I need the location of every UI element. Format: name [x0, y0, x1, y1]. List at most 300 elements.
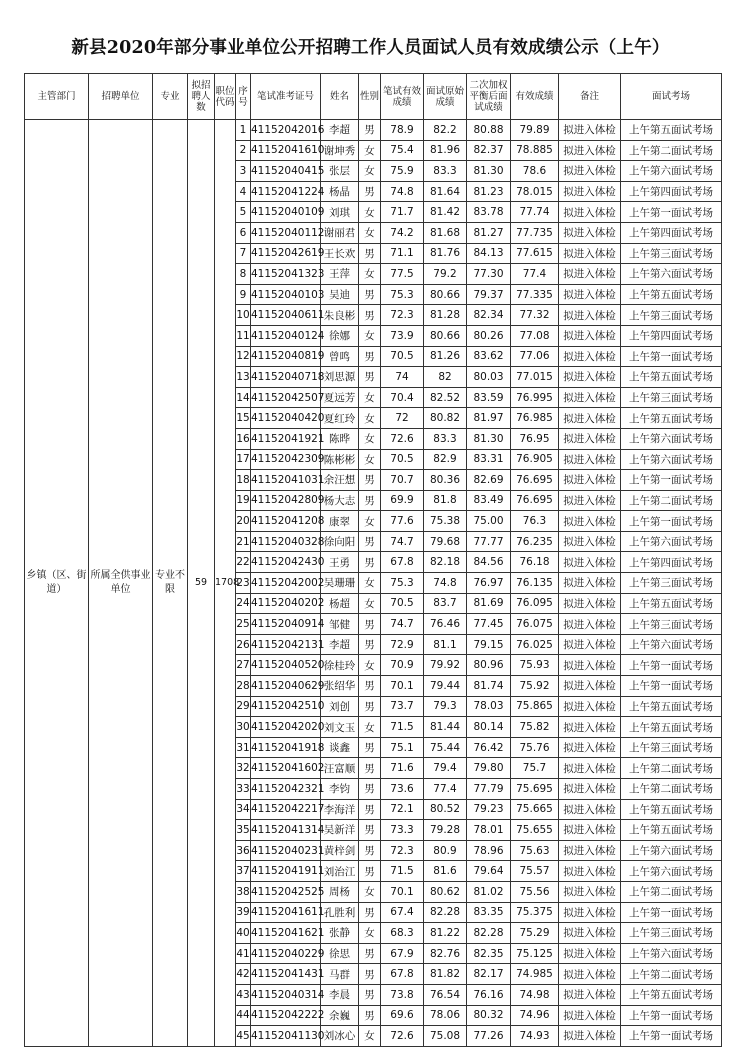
cell-total: 76.995	[511, 387, 559, 408]
merged-major: 专业不限	[153, 120, 188, 1047]
cell-gender: 男	[359, 676, 381, 697]
cell-interview-raw: 80.9	[424, 840, 467, 861]
cell-interview-raw: 81.64	[424, 181, 467, 202]
cell-total: 78.6	[511, 161, 559, 182]
cell-total: 75.865	[511, 696, 559, 717]
cell-interview-raw: 81.76	[424, 243, 467, 264]
cell-interview-adj: 83.31	[467, 449, 511, 470]
merged-dept: 乡镇（区、街道）	[25, 120, 89, 1047]
cell-exam-no: 41152040611	[251, 305, 321, 326]
cell-exam-no: 41152040520	[251, 655, 321, 676]
cell-total: 75.655	[511, 820, 559, 841]
cell-name: 徐桂玲	[321, 655, 359, 676]
cell-interview-raw: 77.4	[424, 779, 467, 800]
cell-exam-no: 41152040202	[251, 593, 321, 614]
cell-written: 73.9	[381, 325, 424, 346]
cell-gender: 男	[359, 799, 381, 820]
cell-exam-no: 41152041208	[251, 511, 321, 532]
cell-gender: 男	[359, 1005, 381, 1026]
cell-exam-no: 41152042002	[251, 573, 321, 594]
cell-interview-raw: 80.66	[424, 325, 467, 346]
cell-written: 72.9	[381, 634, 424, 655]
cell-room: 上午第一面试考场	[621, 902, 722, 923]
cell-seq: 9	[236, 284, 251, 305]
cell-total: 75.375	[511, 902, 559, 923]
cell-exam-no: 41152041031	[251, 470, 321, 491]
cell-remark: 拟进入体检	[559, 717, 621, 738]
cell-exam-no: 41152041611	[251, 902, 321, 923]
cell-interview-raw: 80.36	[424, 470, 467, 491]
cell-written: 78.9	[381, 120, 424, 141]
cell-gender: 女	[359, 264, 381, 285]
cell-remark: 拟进入体检	[559, 737, 621, 758]
cell-room: 上午第五面试考场	[621, 696, 722, 717]
merged-code: 1708	[215, 120, 236, 1047]
cell-gender: 男	[359, 120, 381, 141]
cell-room: 上午第六面试考场	[621, 161, 722, 182]
cell-total: 76.695	[511, 490, 559, 511]
cell-remark: 拟进入体检	[559, 779, 621, 800]
cell-written: 73.7	[381, 696, 424, 717]
cell-interview-adj: 82.69	[467, 470, 511, 491]
cell-remark: 拟进入体检	[559, 346, 621, 367]
cell-seq: 4	[236, 181, 251, 202]
cell-total: 75.665	[511, 799, 559, 820]
header-row	[25, 74, 722, 120]
cell-gender: 女	[359, 449, 381, 470]
cell-exam-no: 41152042309	[251, 449, 321, 470]
cell-total: 76.235	[511, 531, 559, 552]
cell-interview-raw: 81.8	[424, 490, 467, 511]
cell-name: 李钧	[321, 779, 359, 800]
cell-remark: 拟进入体检	[559, 964, 621, 985]
cell-total: 77.4	[511, 264, 559, 285]
cell-room: 上午第二面试考场	[621, 758, 722, 779]
cell-exam-no: 41152042619	[251, 243, 321, 264]
cell-remark: 拟进入体检	[559, 820, 621, 841]
cell-remark: 拟进入体检	[559, 490, 621, 511]
cell-total: 76.135	[511, 573, 559, 594]
cell-interview-adj: 80.03	[467, 367, 511, 388]
cell-interview-raw: 81.22	[424, 923, 467, 944]
cell-remark: 拟进入体检	[559, 923, 621, 944]
cell-remark: 拟进入体检	[559, 367, 621, 388]
cell-name: 夏红玲	[321, 408, 359, 429]
cell-name: 邹健	[321, 614, 359, 635]
cell-interview-raw: 79.44	[424, 676, 467, 697]
cell-written: 67.8	[381, 552, 424, 573]
cell-gender: 男	[359, 181, 381, 202]
cell-gender: 男	[359, 984, 381, 1005]
cell-total: 75.93	[511, 655, 559, 676]
cell-room: 上午第五面试考场	[621, 408, 722, 429]
cell-room: 上午第五面试考场	[621, 284, 722, 305]
cell-gender: 男	[359, 737, 381, 758]
cell-remark: 拟进入体检	[559, 325, 621, 346]
cell-name: 谢坤秀	[321, 140, 359, 161]
cell-room: 上午第三面试考场	[621, 614, 722, 635]
cell-seq: 6	[236, 222, 251, 243]
cell-seq: 5	[236, 202, 251, 223]
cell-seq: 43	[236, 984, 251, 1005]
cell-interview-raw: 80.82	[424, 408, 467, 429]
cell-written: 75.3	[381, 284, 424, 305]
cell-name: 徐娜	[321, 325, 359, 346]
cell-seq: 1	[236, 120, 251, 141]
cell-gender: 男	[359, 284, 381, 305]
cell-interview-adj: 82.35	[467, 943, 511, 964]
cell-written: 73.8	[381, 984, 424, 1005]
cell-interview-adj: 81.74	[467, 676, 511, 697]
cell-remark: 拟进入体检	[559, 840, 621, 861]
cell-interview-adj: 81.23	[467, 181, 511, 202]
cell-remark: 拟进入体检	[559, 552, 621, 573]
header-written: 笔试有效成绩	[381, 74, 424, 120]
cell-seq: 27	[236, 655, 251, 676]
results-table	[24, 73, 722, 1047]
cell-exam-no: 41152041610	[251, 140, 321, 161]
cell-total: 75.695	[511, 779, 559, 800]
cell-exam-no: 41152040914	[251, 614, 321, 635]
cell-written: 72.1	[381, 799, 424, 820]
cell-remark: 拟进入体检	[559, 531, 621, 552]
cell-total: 77.08	[511, 325, 559, 346]
cell-exam-no: 41152042131	[251, 634, 321, 655]
cell-name: 李海洋	[321, 799, 359, 820]
cell-interview-adj: 82.28	[467, 923, 511, 944]
cell-total: 77.615	[511, 243, 559, 264]
page-title: 新县2020年部分事业单位公开招聘工作人员面试人员有效成绩公示（上午）	[71, 38, 670, 58]
cell-written: 72.3	[381, 305, 424, 326]
cell-interview-adj: 79.23	[467, 799, 511, 820]
cell-seq: 15	[236, 408, 251, 429]
cell-room: 上午第六面试考场	[621, 943, 722, 964]
cell-written: 72	[381, 408, 424, 429]
cell-seq: 12	[236, 346, 251, 367]
cell-room: 上午第一面试考场	[621, 655, 722, 676]
cell-gender: 男	[359, 346, 381, 367]
cell-remark: 拟进入体检	[559, 140, 621, 161]
cell-gender: 女	[359, 408, 381, 429]
cell-name: 刘治江	[321, 861, 359, 882]
cell-interview-adj: 77.79	[467, 779, 511, 800]
cell-room: 上午第三面试考场	[621, 923, 722, 944]
cell-room: 上午第二面试考场	[621, 964, 722, 985]
cell-exam-no: 41152041431	[251, 964, 321, 985]
cell-remark: 拟进入体检	[559, 449, 621, 470]
cell-total: 74.985	[511, 964, 559, 985]
cell-total: 76.3	[511, 511, 559, 532]
cell-name: 刘思源	[321, 367, 359, 388]
cell-interview-raw: 81.82	[424, 964, 467, 985]
cell-name: 张静	[321, 923, 359, 944]
cell-gender: 女	[359, 923, 381, 944]
table-row	[25, 120, 722, 141]
cell-interview-adj: 77.77	[467, 531, 511, 552]
cell-interview-adj: 79.64	[467, 861, 511, 882]
cell-room: 上午第一面试考场	[621, 202, 722, 223]
cell-room: 上午第五面试考场	[621, 717, 722, 738]
cell-exam-no: 41152041602	[251, 758, 321, 779]
cell-exam-no: 41152042507	[251, 387, 321, 408]
cell-exam-no: 41152040415	[251, 161, 321, 182]
cell-seq: 20	[236, 511, 251, 532]
cell-interview-raw: 76.54	[424, 984, 467, 1005]
cell-total: 75.57	[511, 861, 559, 882]
cell-gender: 男	[359, 964, 381, 985]
cell-interview-adj: 76.16	[467, 984, 511, 1005]
cell-name: 朱良彬	[321, 305, 359, 326]
cell-name: 杨超	[321, 593, 359, 614]
cell-exam-no: 41152042321	[251, 779, 321, 800]
cell-interview-raw: 82.76	[424, 943, 467, 964]
cell-gender: 男	[359, 367, 381, 388]
cell-gender: 女	[359, 717, 381, 738]
cell-exam-no: 41152041921	[251, 428, 321, 449]
cell-room: 上午第三面试考场	[621, 387, 722, 408]
cell-seq: 14	[236, 387, 251, 408]
cell-seq: 31	[236, 737, 251, 758]
cell-interview-raw: 74.8	[424, 573, 467, 594]
cell-seq: 41	[236, 943, 251, 964]
cell-remark: 拟进入体检	[559, 676, 621, 697]
cell-seq: 18	[236, 470, 251, 491]
cell-room: 上午第一面试考场	[621, 470, 722, 491]
cell-gender: 女	[359, 881, 381, 902]
cell-interview-raw: 79.68	[424, 531, 467, 552]
header-unit: 招聘单位	[89, 74, 153, 120]
cell-interview-adj: 80.96	[467, 655, 511, 676]
cell-exam-no: 41152042016	[251, 120, 321, 141]
cell-name: 刘冰心	[321, 1026, 359, 1047]
cell-interview-adj: 76.97	[467, 573, 511, 594]
cell-seq: 44	[236, 1005, 251, 1026]
cell-remark: 拟进入体检	[559, 305, 621, 326]
cell-seq: 11	[236, 325, 251, 346]
cell-seq: 45	[236, 1026, 251, 1047]
cell-total: 79.89	[511, 120, 559, 141]
cell-interview-adj: 80.26	[467, 325, 511, 346]
cell-total: 75.82	[511, 717, 559, 738]
cell-total: 76.075	[511, 614, 559, 635]
cell-name: 黄梓剑	[321, 840, 359, 861]
cell-room: 上午第六面试考场	[621, 840, 722, 861]
header-code: 职位代码	[215, 74, 236, 120]
cell-interview-raw: 78.06	[424, 1005, 467, 1026]
cell-interview-adj: 79.80	[467, 758, 511, 779]
cell-interview-adj: 78.01	[467, 820, 511, 841]
cell-gender: 女	[359, 387, 381, 408]
cell-interview-raw: 79.28	[424, 820, 467, 841]
cell-gender: 女	[359, 161, 381, 182]
header-seq: 序号	[236, 74, 251, 120]
cell-name: 孔胜利	[321, 902, 359, 923]
cell-interview-raw: 82.2	[424, 120, 467, 141]
cell-remark: 拟进入体检	[559, 120, 621, 141]
cell-name: 吴珊珊	[321, 573, 359, 594]
header-remark: 备注	[559, 74, 621, 120]
cell-interview-adj: 80.32	[467, 1005, 511, 1026]
cell-total: 75.125	[511, 943, 559, 964]
cell-interview-adj: 77.45	[467, 614, 511, 635]
cell-exam-no: 41152042020	[251, 717, 321, 738]
cell-seq: 26	[236, 634, 251, 655]
cell-interview-adj: 79.37	[467, 284, 511, 305]
cell-gender: 男	[359, 779, 381, 800]
cell-room: 上午第一面试考场	[621, 676, 722, 697]
cell-written: 72.6	[381, 428, 424, 449]
cell-total: 76.905	[511, 449, 559, 470]
cell-remark: 拟进入体检	[559, 511, 621, 532]
cell-total: 74.93	[511, 1026, 559, 1047]
cell-seq: 39	[236, 902, 251, 923]
cell-seq: 22	[236, 552, 251, 573]
cell-written: 74.8	[381, 181, 424, 202]
cell-gender: 男	[359, 758, 381, 779]
cell-remark: 拟进入体检	[559, 264, 621, 285]
cell-written: 77.5	[381, 264, 424, 285]
cell-total: 78.015	[511, 181, 559, 202]
cell-written: 70.1	[381, 881, 424, 902]
cell-remark: 拟进入体检	[559, 984, 621, 1005]
cell-interview-raw: 79.92	[424, 655, 467, 676]
cell-interview-raw: 75.38	[424, 511, 467, 532]
cell-written: 71.7	[381, 202, 424, 223]
cell-gender: 男	[359, 490, 381, 511]
cell-name: 刘创	[321, 696, 359, 717]
cell-written: 72.3	[381, 840, 424, 861]
cell-seq: 29	[236, 696, 251, 717]
cell-interview-raw: 80.52	[424, 799, 467, 820]
cell-written: 72.6	[381, 1026, 424, 1047]
cell-remark: 拟进入体检	[559, 387, 621, 408]
cell-written: 75.3	[381, 573, 424, 594]
merged-quota: 59	[188, 120, 215, 1047]
cell-written: 75.9	[381, 161, 424, 182]
cell-room: 上午第五面试考场	[621, 799, 722, 820]
cell-gender: 男	[359, 943, 381, 964]
cell-gender: 男	[359, 902, 381, 923]
cell-gender: 男	[359, 531, 381, 552]
cell-gender: 女	[359, 428, 381, 449]
cell-total: 77.015	[511, 367, 559, 388]
cell-name: 杨大志	[321, 490, 359, 511]
cell-name: 刘琪	[321, 202, 359, 223]
cell-seq: 3	[236, 161, 251, 182]
cell-room: 上午第五面试考场	[621, 120, 722, 141]
cell-total: 78.885	[511, 140, 559, 161]
cell-remark: 拟进入体检	[559, 861, 621, 882]
cell-gender: 女	[359, 511, 381, 532]
cell-total: 74.96	[511, 1005, 559, 1026]
cell-remark: 拟进入体检	[559, 181, 621, 202]
cell-exam-no: 41152040314	[251, 984, 321, 1005]
cell-remark: 拟进入体检	[559, 202, 621, 223]
cell-interview-adj: 80.14	[467, 717, 511, 738]
cell-name: 曾鸣	[321, 346, 359, 367]
cell-remark: 拟进入体检	[559, 881, 621, 902]
cell-written: 74.7	[381, 531, 424, 552]
cell-total: 75.56	[511, 881, 559, 902]
cell-exam-no: 41152041130	[251, 1026, 321, 1047]
cell-seq: 34	[236, 799, 251, 820]
cell-interview-raw: 80.62	[424, 881, 467, 902]
cell-interview-adj: 75.00	[467, 511, 511, 532]
header-total: 有效成绩	[511, 74, 559, 120]
cell-remark: 拟进入体检	[559, 799, 621, 820]
cell-total: 76.18	[511, 552, 559, 573]
cell-seq: 7	[236, 243, 251, 264]
cell-written: 71.5	[381, 861, 424, 882]
cell-gender: 女	[359, 1026, 381, 1047]
cell-written: 70.5	[381, 449, 424, 470]
cell-room: 上午第五面试考场	[621, 820, 722, 841]
cell-remark: 拟进入体检	[559, 408, 621, 429]
cell-exam-no: 41152042510	[251, 696, 321, 717]
cell-room: 上午第二面试考场	[621, 881, 722, 902]
cell-room: 上午第二面试考场	[621, 490, 722, 511]
cell-interview-adj: 84.56	[467, 552, 511, 573]
cell-exam-no: 41152040103	[251, 284, 321, 305]
cell-exam-no: 41152041323	[251, 264, 321, 285]
cell-exam-no: 41152041911	[251, 861, 321, 882]
cell-exam-no: 41152041224	[251, 181, 321, 202]
cell-written: 70.1	[381, 676, 424, 697]
cell-room: 上午第四面试考场	[621, 222, 722, 243]
cell-written: 73.6	[381, 779, 424, 800]
cell-written: 77.6	[381, 511, 424, 532]
cell-total: 75.76	[511, 737, 559, 758]
cell-exam-no: 41152042222	[251, 1005, 321, 1026]
cell-total: 77.06	[511, 346, 559, 367]
cell-seq: 42	[236, 964, 251, 985]
cell-interview-raw: 81.26	[424, 346, 467, 367]
cell-interview-raw: 76.46	[424, 614, 467, 635]
cell-room: 上午第一面试考场	[621, 346, 722, 367]
cell-name: 张层	[321, 161, 359, 182]
cell-seq: 8	[236, 264, 251, 285]
cell-seq: 25	[236, 614, 251, 635]
cell-gender: 男	[359, 840, 381, 861]
cell-gender: 男	[359, 470, 381, 491]
cell-seq: 28	[236, 676, 251, 697]
cell-room: 上午第三面试考场	[621, 243, 722, 264]
cell-written: 70.4	[381, 387, 424, 408]
header-interview-adj: 二次加权平衡后面试成绩	[467, 74, 511, 120]
cell-interview-adj: 81.69	[467, 593, 511, 614]
header-interview-raw: 面试原始成绩	[424, 74, 467, 120]
cell-total: 77.735	[511, 222, 559, 243]
cell-interview-raw: 81.44	[424, 717, 467, 738]
cell-exam-no: 41152040124	[251, 325, 321, 346]
cell-name: 杨晶	[321, 181, 359, 202]
cell-interview-raw: 81.1	[424, 634, 467, 655]
header-dept: 主管部门	[25, 74, 89, 120]
cell-gender: 男	[359, 696, 381, 717]
cell-exam-no: 41152040112	[251, 222, 321, 243]
cell-interview-raw: 75.08	[424, 1026, 467, 1047]
header-major: 专业	[153, 74, 188, 120]
cell-written: 67.4	[381, 902, 424, 923]
cell-room: 上午第六面试考场	[621, 449, 722, 470]
merged-unit: 所属全供事业单位	[89, 120, 153, 1047]
cell-total: 77.32	[511, 305, 559, 326]
cell-room: 上午第三面试考场	[621, 573, 722, 594]
cell-remark: 拟进入体检	[559, 634, 621, 655]
cell-exam-no: 41152042430	[251, 552, 321, 573]
cell-name: 夏远芳	[321, 387, 359, 408]
cell-name: 康翠	[321, 511, 359, 532]
